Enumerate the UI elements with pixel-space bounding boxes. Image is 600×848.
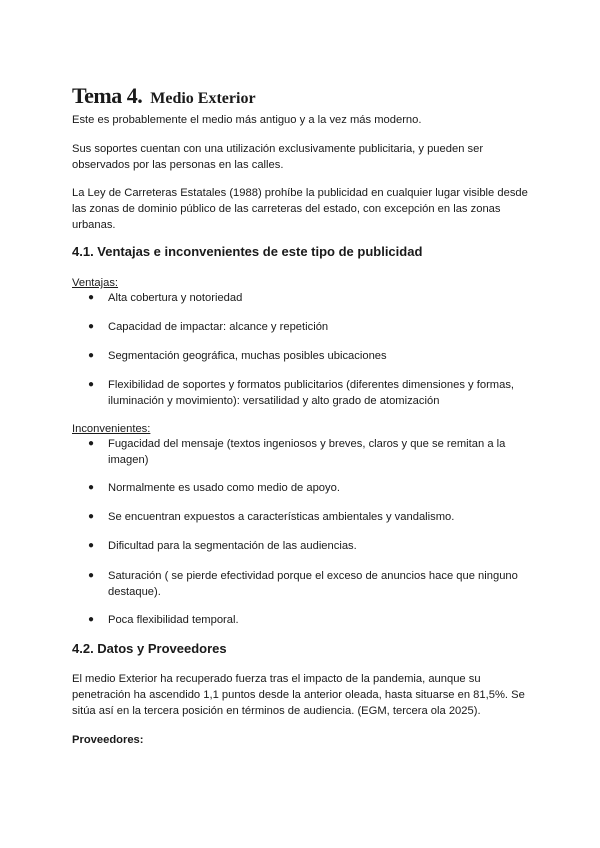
bullet-icon: ● — [88, 614, 95, 625]
page-title — [72, 74, 256, 111]
list-item-text: Alta cobertura y notoriedad — [108, 292, 243, 304]
list-item — [72, 612, 532, 628]
supports-paragraph: Sus soportes cuentan con una utilización exclusivamente publicitaria, y pueden ser observados por las personas en las calles. — [72, 143, 484, 171]
list-item-text: Poca flexibilidad temporal. — [108, 614, 239, 626]
intro-paragraph: Este es probablemente el medio más antiguo y a la vez más moderno. — [72, 114, 422, 126]
list-item — [72, 377, 532, 409]
bullet-icon: ● — [88, 511, 95, 522]
section-heading-advantages: 4.1. Ventajas e inconvenientes de este tipo de publicidad — [72, 244, 423, 259]
list-item — [72, 568, 532, 600]
list-item-text: Dificultad para la segmentación de las audiencias. — [108, 540, 357, 552]
bullet-icon: ● — [88, 438, 95, 449]
bullet-icon: ● — [88, 540, 95, 551]
list-item-text: Saturación ( se pierde efectividad porque el exceso de anuncios hace que ninguno destaque). — [108, 570, 518, 598]
list-item — [72, 480, 532, 496]
list-item — [72, 348, 532, 364]
bullet-icon: ● — [88, 379, 95, 390]
list-item — [72, 538, 532, 554]
list-item — [72, 509, 532, 525]
section-heading-data: 4.2. Datos y Proveedores — [72, 641, 227, 656]
list-item-text: Flexibilidad de soportes y formatos publicitarios (diferentes dimensiones y formas, iluminación y movimiento): versatilidad y alto grado de atomización — [108, 379, 515, 407]
bullet-icon: ● — [88, 482, 95, 493]
list-item — [72, 436, 532, 468]
providers-label: Proveedores: — [72, 734, 144, 746]
law-paragraph: La Ley de Carreteras Estatales (1988) prohíbe la publicidad en cualquier lugar visible desde las zonas de dominio público de las carreteras del estado, con excepción en las zonas urbanas. — [72, 187, 528, 231]
title-main: Tema 4. — [72, 83, 143, 108]
list-item-text: Fugacidad del mensaje (textos ingeniosos y breves, claros y que se remitan a la imagen) — [108, 438, 506, 466]
list-item — [72, 290, 532, 306]
list-item-text: Segmentación geográfica, muchas posibles ubicaciones — [108, 350, 387, 362]
list-item-text: Normalmente es usado como medio de apoyo. — [108, 482, 340, 494]
disadvantages-label: Inconvenientes: — [72, 423, 151, 435]
bullet-icon: ● — [88, 321, 95, 332]
bullet-icon: ● — [88, 570, 95, 581]
data-paragraph: El medio Exterior ha recuperado fuerza tras el impacto de la pandemia, aunque su penetración ha ascendido 1,1 puntos desde la anterior oleada, hasta situarse en 81,5%. Se sitúa así en la tercera posición en términos de audiencia. (EGM, tercera ola 2025). — [72, 673, 525, 717]
list-item-text: Capacidad de impactar: alcance y repetición — [108, 321, 329, 333]
bullet-icon: ● — [88, 350, 95, 361]
advantages-label: Ventajas: — [72, 277, 119, 289]
list-item — [72, 319, 532, 335]
title-sub: Medio Exterior — [150, 90, 256, 107]
bullet-icon: ● — [88, 292, 95, 303]
list-item-text: Se encuentran expuestos a características ambientales y vandalismo. — [108, 511, 455, 523]
